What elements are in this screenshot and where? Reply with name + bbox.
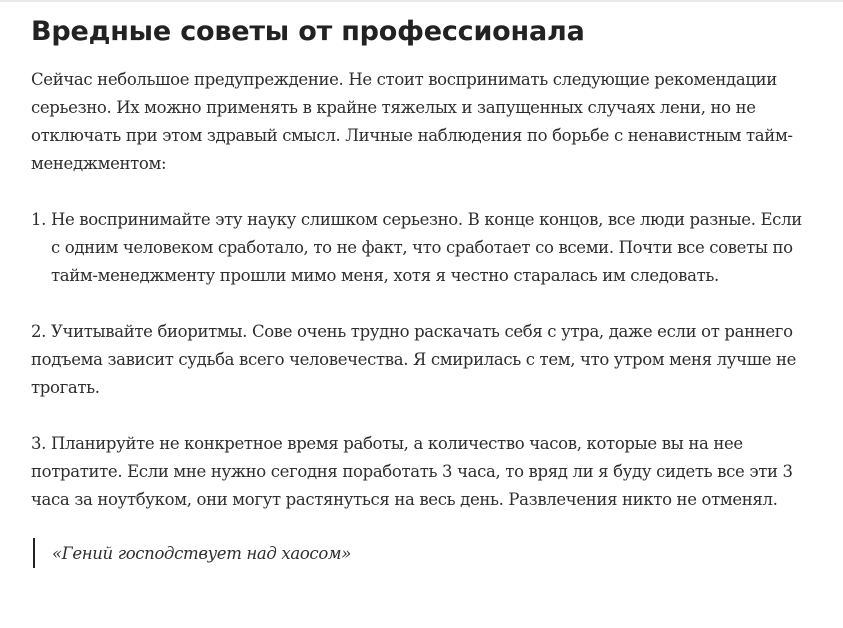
list-item: 1. Не воспринимайте эту науку слишком серьезно. В конце концов, все люди разные. Если с одним человеком сработало, то не факт, что сработает со всеми. Почти все советы по тайм-менеджменту прошли мимо меня, хотя я честно старалась им следовать. <box>31 210 802 285</box>
article-body <box>31 10 811 568</box>
list-item: 3. Планируйте не конкретное время работы, а количество часов, которые вы на нее потратите. Если мне нужно сегодня поработать 3 часа, то вряд ли я буду сидеть все эти 3 часа за ноутбуком, они могут растянуться на весь день. Развлечения никто не отменял. <box>31 434 793 509</box>
article-title: Вредные советы от профессионала <box>31 16 585 47</box>
list-item: 2. Учитывайте биоритмы. Сове очень трудно раскачать себя с утра, даже если от раннего подъема зависит судьба всего человечества. Я смирилась с тем, что утром меня лучше не трогать. <box>31 322 797 397</box>
blockquote <box>33 538 811 568</box>
quote-text: «Гений господствует над хаосом» <box>52 543 351 563</box>
top-divider <box>0 0 843 2</box>
intro-paragraph: Сейчас небольшое предупреждение. Не стоит воспринимать следующие рекомендации серьезно. Их можно применять в крайне тяжелых и запущенных случаях лени, но не отключать при этом здравый смысл. Личные наблюдения по борьбе с ненавистным тайм-менеджментом: <box>31 70 793 173</box>
